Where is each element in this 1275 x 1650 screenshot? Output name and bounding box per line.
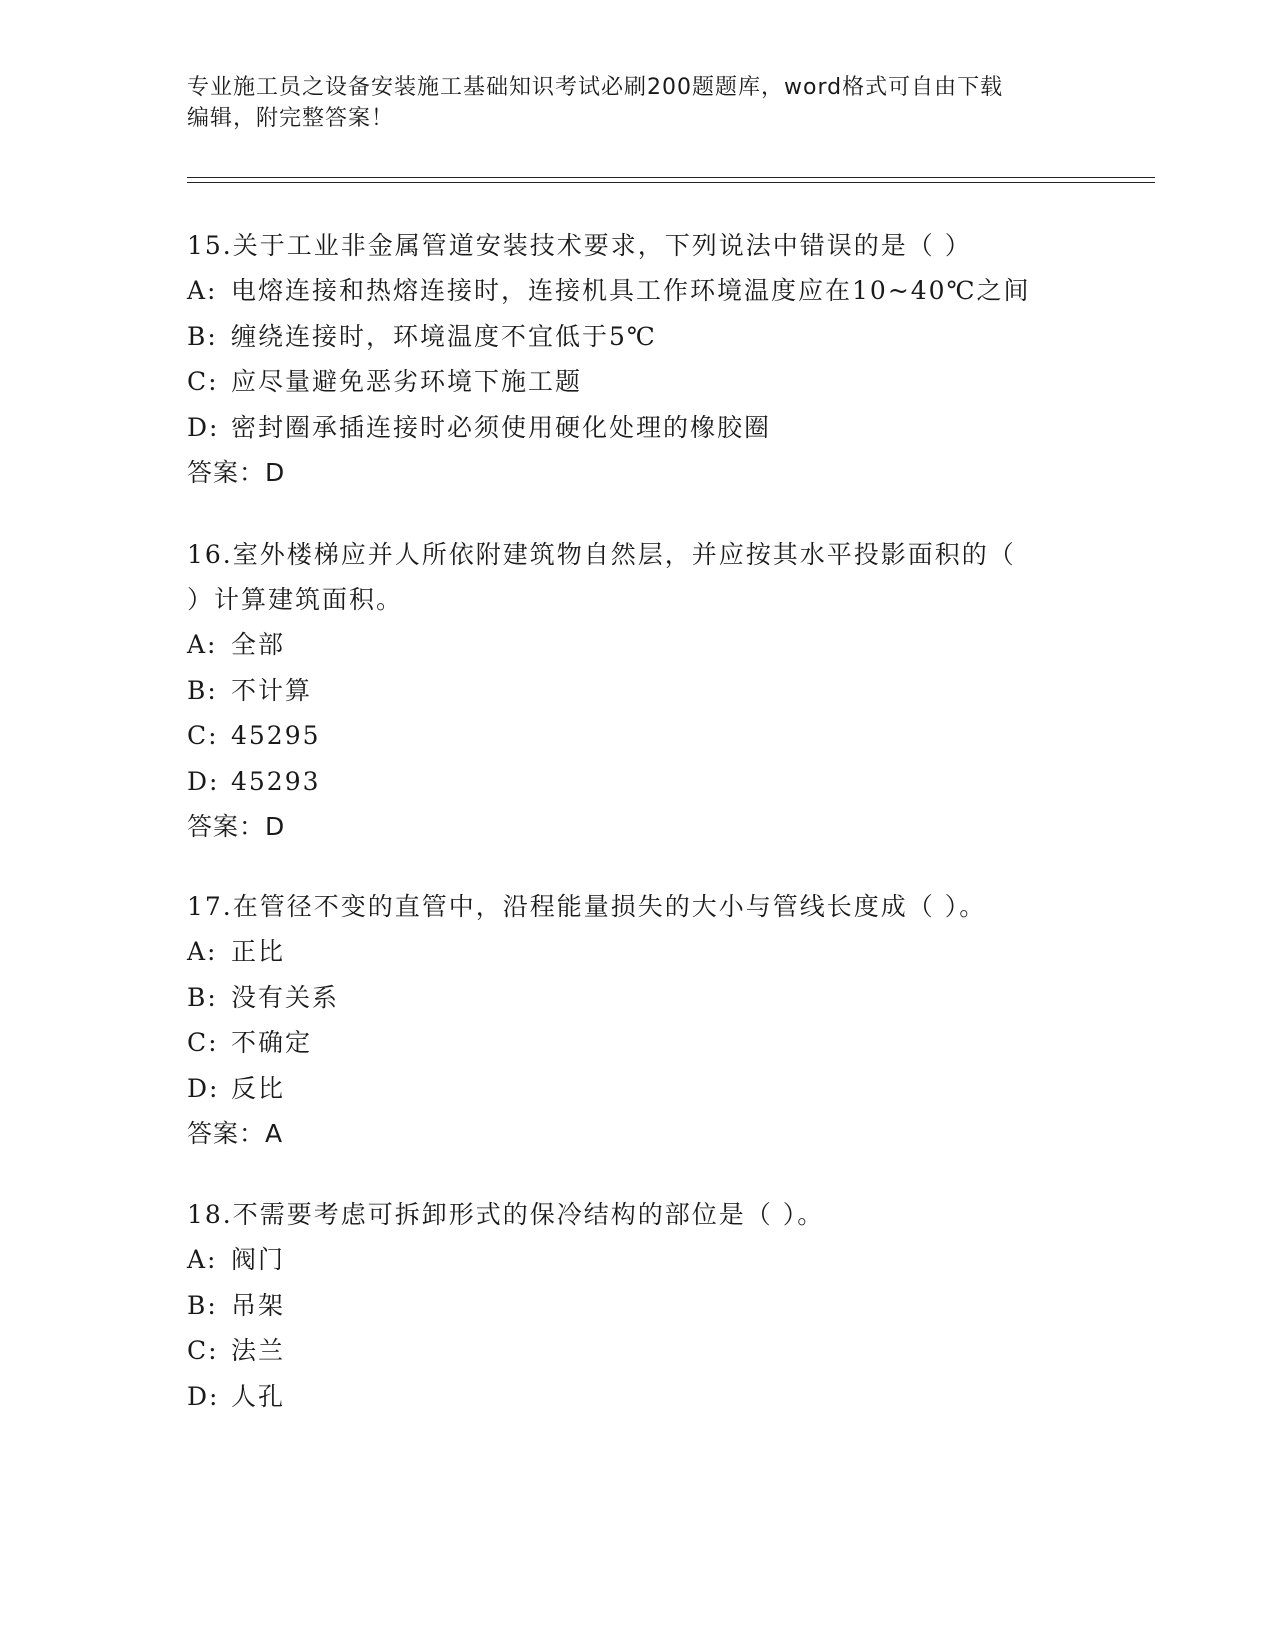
option-c: C: 不确定	[187, 1028, 313, 1057]
question-stem: 17.在管径不变的直管中，沿程能量损失的大小与管线长度成（ ）。	[187, 892, 987, 921]
question-15	[187, 223, 1087, 495]
header-divider-bottom	[187, 182, 1155, 183]
option-b: B: 缠绕连接时，环境温度不宜低于5℃	[187, 321, 657, 351]
option-a: A: 全部	[187, 630, 286, 659]
answer-label: 答案：D	[187, 458, 286, 487]
option-b: B: 没有关系	[187, 982, 340, 1012]
option-a: A: 正比	[187, 937, 286, 966]
question-17	[187, 884, 1087, 1156]
header-line-1: 专业施工员之设备安装施工基础知识考试必刷200题题库，word格式可自由下载	[187, 75, 1004, 100]
question-stem-line-1: 16.室外楼梯应并人所依附建筑物自然层，并应按其水平投影面积的（	[187, 540, 1016, 569]
question-stem: 18.不需要考虑可拆卸形式的保冷结构的部位是（ ）。	[187, 1200, 825, 1229]
option-d: D: 人孔	[187, 1381, 286, 1411]
option-c: C: 45295	[187, 721, 321, 750]
option-a: A: 电熔连接和热熔连接时，连接机具工作环境温度应在10~40℃之间	[187, 276, 1031, 305]
option-d: D: 反比	[187, 1073, 286, 1103]
answer-label: 答案：D	[187, 812, 286, 841]
header-line-2: 编辑，附完整答案！	[187, 106, 395, 131]
question-16	[187, 532, 1087, 849]
answer-label: 答案：A	[187, 1119, 284, 1148]
option-b: B: 吊架	[187, 1290, 286, 1320]
question-stem: 15.关于工业非金属管道安装技术要求，下列说法中错误的是（ ）	[187, 231, 972, 260]
question-stem-line-2: ）计算建筑面积。	[187, 585, 404, 614]
option-c: C: 应尽量避免恶劣环境下施工题	[187, 367, 583, 396]
question-18	[187, 1192, 1087, 1419]
header-divider-top	[187, 177, 1155, 178]
option-a: A: 阀门	[187, 1245, 286, 1274]
option-b: B: 不计算	[187, 675, 313, 705]
option-d: D: 密封圈承插连接时必须使用硬化处理的橡胶圈	[187, 412, 772, 442]
document-header	[187, 72, 1087, 134]
option-c: C: 法兰	[187, 1336, 286, 1365]
option-d: D: 45293	[187, 766, 321, 796]
